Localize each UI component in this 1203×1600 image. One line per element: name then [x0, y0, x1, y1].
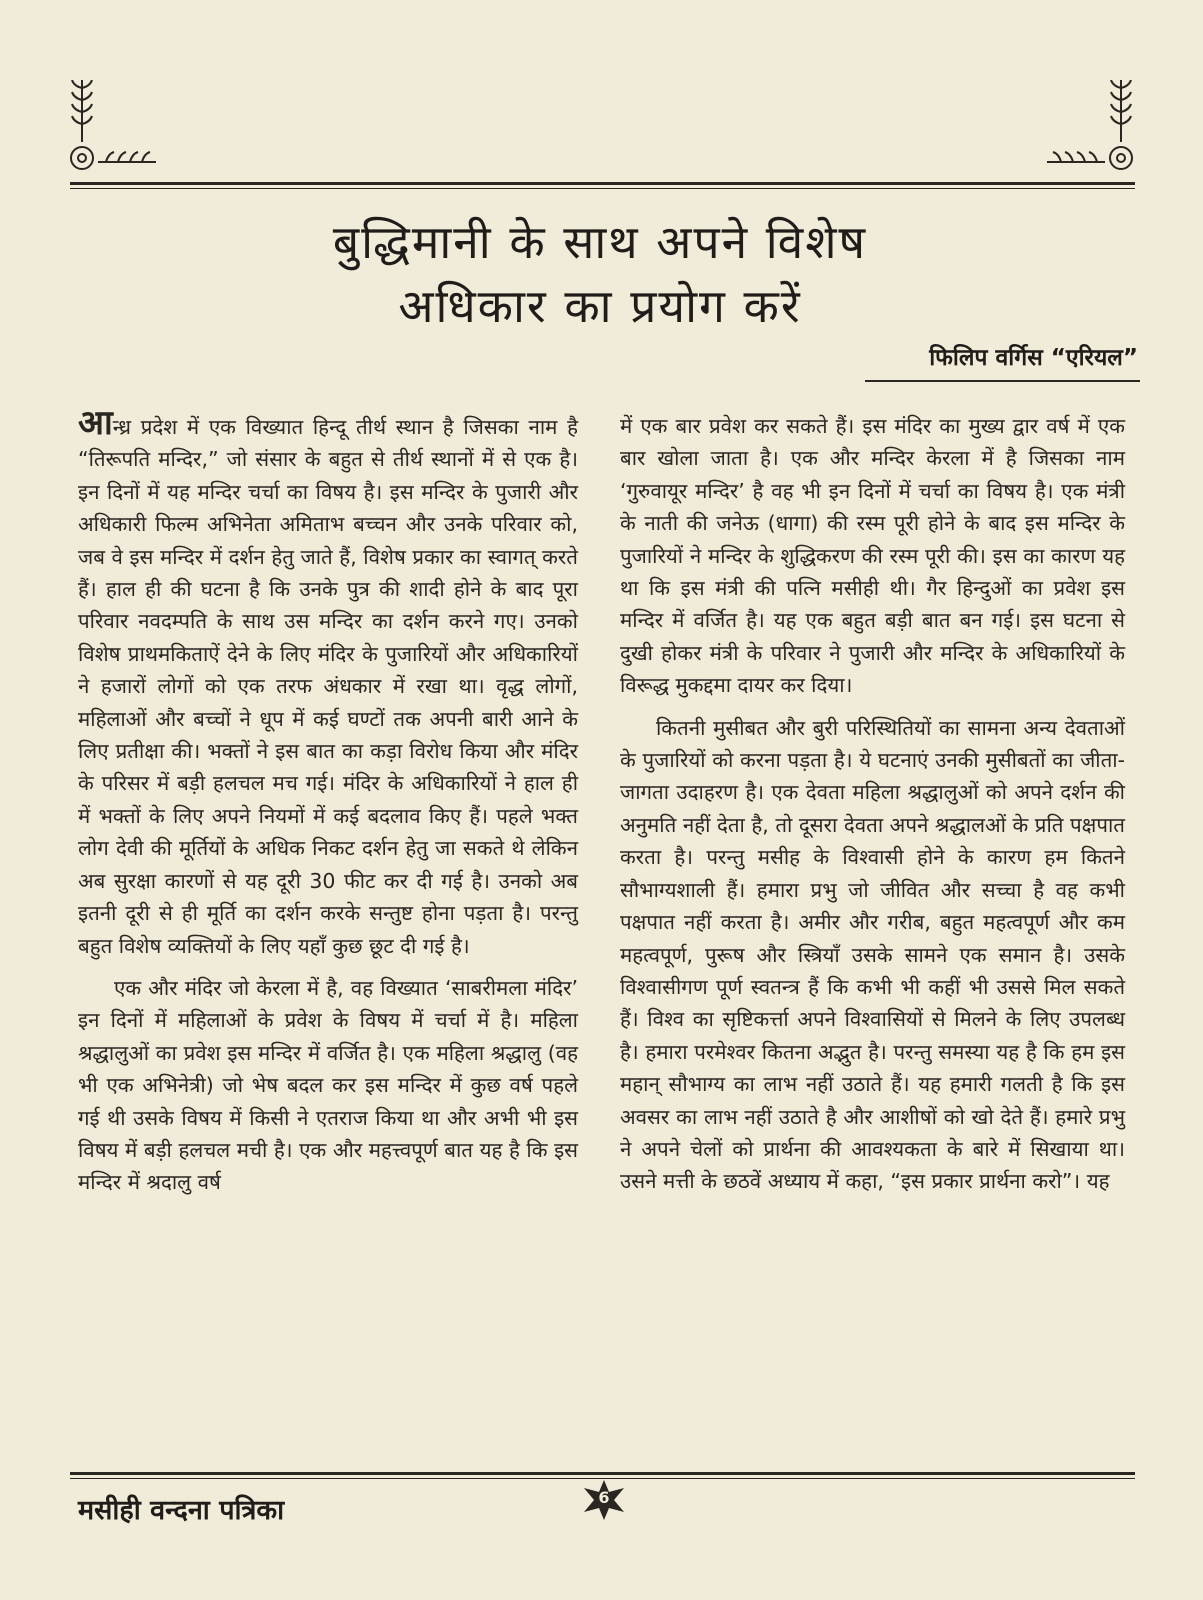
floral-corner-left-icon [68, 80, 168, 182]
article-title [150, 210, 1050, 338]
header-rule [70, 182, 1135, 185]
paragraph: आन्ध्र प्रदेश में एक विख्यात हिन्दू तीर्थ स्थान है जिसका नाम है “तिरूपति मन्दिर,” जो संसार के बहुत से तीर्थ स्थानों में से एक है। इन दिनों में यह मन्दिर चर्चा का विषय है। इस मन्दिर के पुजारी और अधिकारी फिल्म अभिनेता अमिताभ बच्चन और उनके परिवार को, जब वे इस मन्दिर में दर्शन हेतु जाते हैं, विशेष प्रकार का स्वागत् करते हैं। हाल ही की घटना है कि उनके पुत्र की शादी होने के बाद पूरा परिवार नवदम्पति के साथ उस मन्दिर का दर्शन करने गए। उनको विशेष प्राथमकिताऐं देने के लिए मंदिर के पुजारियों और अधिकारियों ने हजारों लोगों को एक तरफ अंधकार में रखा था। वृद्ध लोगों, महिलाओं और बच्चों ने धूप में कई घण्टों तक अपनी बारी आने के लिए प्रतीक्षा की। भक्तों ने इस बात का कड़ा विरोध किया और मंदिर के परिसर में बड़ी हलचल मच गई। मंदिर के अधिकारियों ने हाल ही में भक्तों के लिए अपने नियमों में कई बदलाव किए हैं। पहले भक्त लोग देवी की मूर्तियों के अधिक निकट दर्शन हेतु जा सकते थे लेकिन अब सुरक्षा कारणों से यह दूरी 30 फीट कर दी गई है। उनको अब इतनी दूरी से ही मूर्ति का दर्शन करके सन्तुष्ट होना पड़ता है। परन्तु बहुत विशेष व्यक्तियों के लिए यहाँ कुछ छूट दी गई है। [78, 403, 578, 958]
title-line-1: बुद्धिमानी के साथ अपने विशेष [332, 215, 868, 269]
page-number: 6 [598, 1488, 610, 1507]
paragraph: में एक बार प्रवेश कर सकते हैं। इस मंदिर का मुख्य द्वार वर्ष में एक बार खोला जाता है। एक और मन्दिर केरला में है जिसका नाम ‘गुरुवायूर मन्दिर’ है वह भी इन दिनों में चर्चा का विषय है। एक मंत्री के नाती की जनेऊ (धागा) की रस्म पूरी होने के बाद इस मन्दिर के पुजारियों ने मन्दिर के शुद्धिकरण की रस्म पूरी की। इस का कारण यह था कि इस मंत्री की पत्नि मसीही थी। गैर हिन्दुओं का प्रवेश इस मन्दिर में वर्जित है। यह एक बहुत बड़ी बात बन गई। इस घटना से दुखी होकर मंत्री के परिवार ने पुजारी और मन्दिर के अधिकारियों के विरूद्ध मुकद्दमा दायर कर दिया। [620, 414, 1125, 698]
magazine-name: मसीही वन्दना पत्रिका [78, 1495, 285, 1526]
header-rule-thin [70, 188, 1135, 189]
right-column [620, 410, 1125, 1208]
drop-cap: आ [78, 403, 113, 443]
author-underline [865, 380, 1140, 382]
left-column [78, 403, 578, 1209]
page-number-badge [580, 1480, 628, 1520]
paragraph: एक और मंदिर जो केरला में है, वह विख्यात ‘साबरीमला मंदिर’ इन दिनों में महिलाओं के प्रवेश के विषय में चर्चा में है। महिला श्रद्धालुओं का प्रवेश इस मन्दिर में वर्जित है। एक महिला श्रद्धालु (वह भी एक अभिनेत्री) जो भेष बदल कर इस मन्दिर में कुछ वर्ष पहले गई थी उसके विषय में किसी ने एतराज किया था और अभी भी इस विषय में बड़ी हलचल मची है। एक और महत्त्वपूर्ण बात यह है कि इस मन्दिर में श्रदालु वर्ष [78, 975, 578, 1195]
floral-corner-right-icon [1035, 80, 1135, 182]
paragraph: कितनी मुसीबत और बुरी परिस्थितियों का सामना अन्य देवताओं के पुजारियों को करना पड़ता है। ये घटनाएं उनकी मुसीबतों का जीता-जागता उदाहरण है। एक देवता महिला श्रद्धालुओं को अपने दर्शन की अनुमति नहीं देता है, तो दूसरा देवता अपने श्रद्धालओं के प्रति पक्षपात करता है। परन्तु मसीह के विश्वासी होने के कारण हम कितने सौभाग्यशाली हैं। हमारा प्रभु जो जीवित और सच्चा है वह कभी पक्षपात नहीं करता है। अमीर और गरीब, बहुत महत्वपूर्ण और कम महत्वपूर्ण, पुरूष और स्त्रियाँ उसके सामने एक समान है। उसके विश्वासीगण पूर्ण स्वतन्त्र हैं कि कभी भी कहीं भी उससे मिल सकते हैं। विश्व का सृष्टिकर्त्ता अपने विश्वासियों से मिलने के लिए उपलब्ध है। हमारा परमेश्वर कितना अद्भुत है। परन्तु समस्या यह है कि हम इस महान् सौभाग्य का लाभ नहीं उठाते हैं। यह हमारी गलती है कि इस अवसर का लाभ नहीं उठाते है और आशीषों को खो देते हैं। हमारे प्रभु ने अपने चेलों को प्रार्थना की आवश्यकता के बारे में सिखाया था। उसने मत्ती के छठवें अध्याय में कहा, “इस प्रकार प्रार्थना करो”। यह [620, 715, 1125, 1194]
title-line-2: अधिकार का प्रयोग करें [398, 279, 802, 333]
footer-rule-thin [70, 1478, 1135, 1479]
footer-rule [70, 1472, 1135, 1475]
author-byline: फिलिप वर्गिस “एरियल” [929, 345, 1138, 371]
